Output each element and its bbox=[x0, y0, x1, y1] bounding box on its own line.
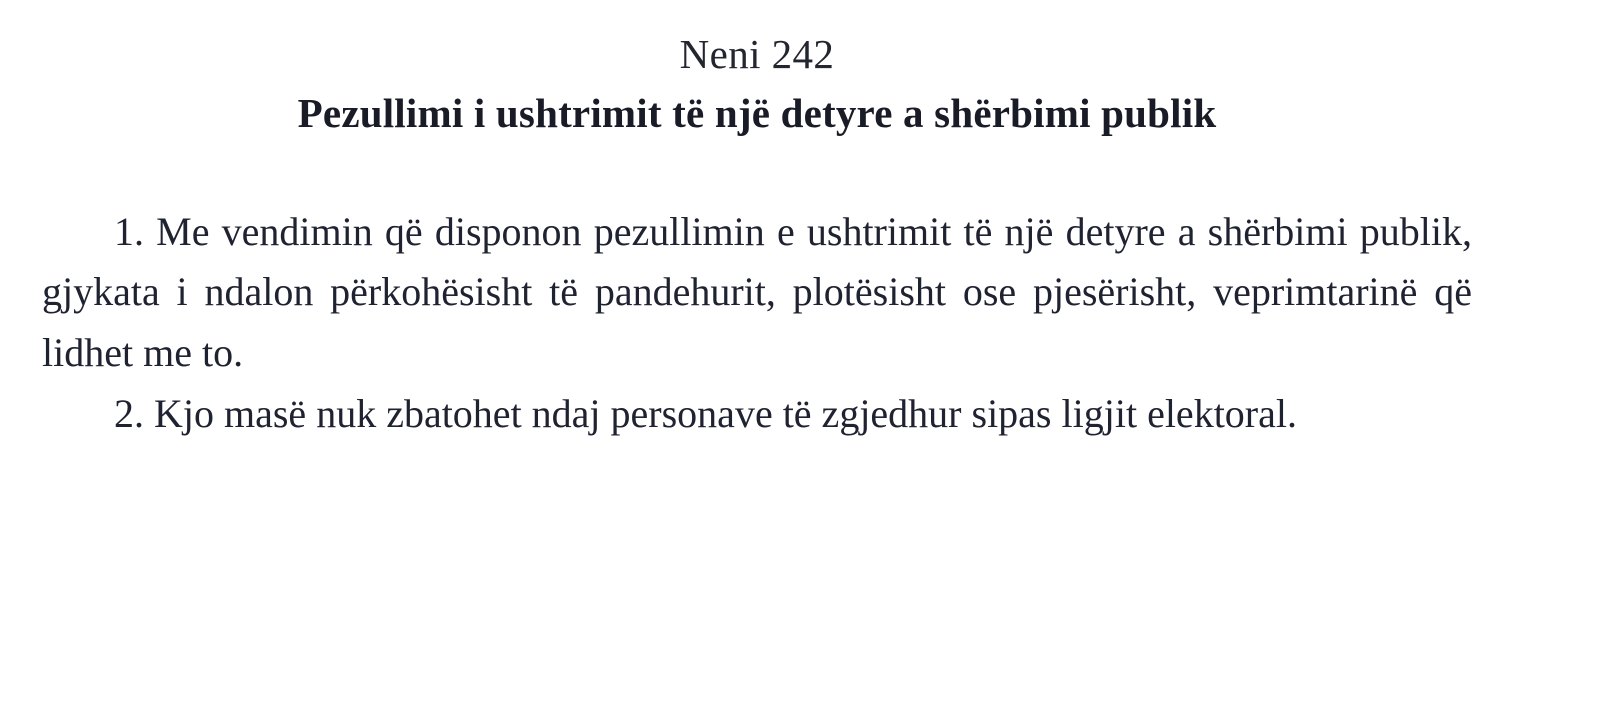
paragraph-2: 2. Kjo masë nuk zbatohet ndaj personave të zgjedhur sipas ligjit elektoral. bbox=[114, 391, 1297, 437]
article-body bbox=[42, 202, 1472, 445]
paragraph-1: 1. Me vendimin që disponon pezullimin e ushtrimit të një detyre a shërbimi publik, gjykata i ndalon përkohësisht të pandehurit, plotësisht ose pjesërisht, veprimtarinë që lidhet me to. bbox=[42, 208, 1472, 376]
document-content bbox=[42, 30, 1472, 445]
article-number: Neni 242 bbox=[679, 31, 835, 77]
article-title: Pezullimi i ushtrimit të një detyre a shërbimi publik bbox=[297, 90, 1217, 137]
